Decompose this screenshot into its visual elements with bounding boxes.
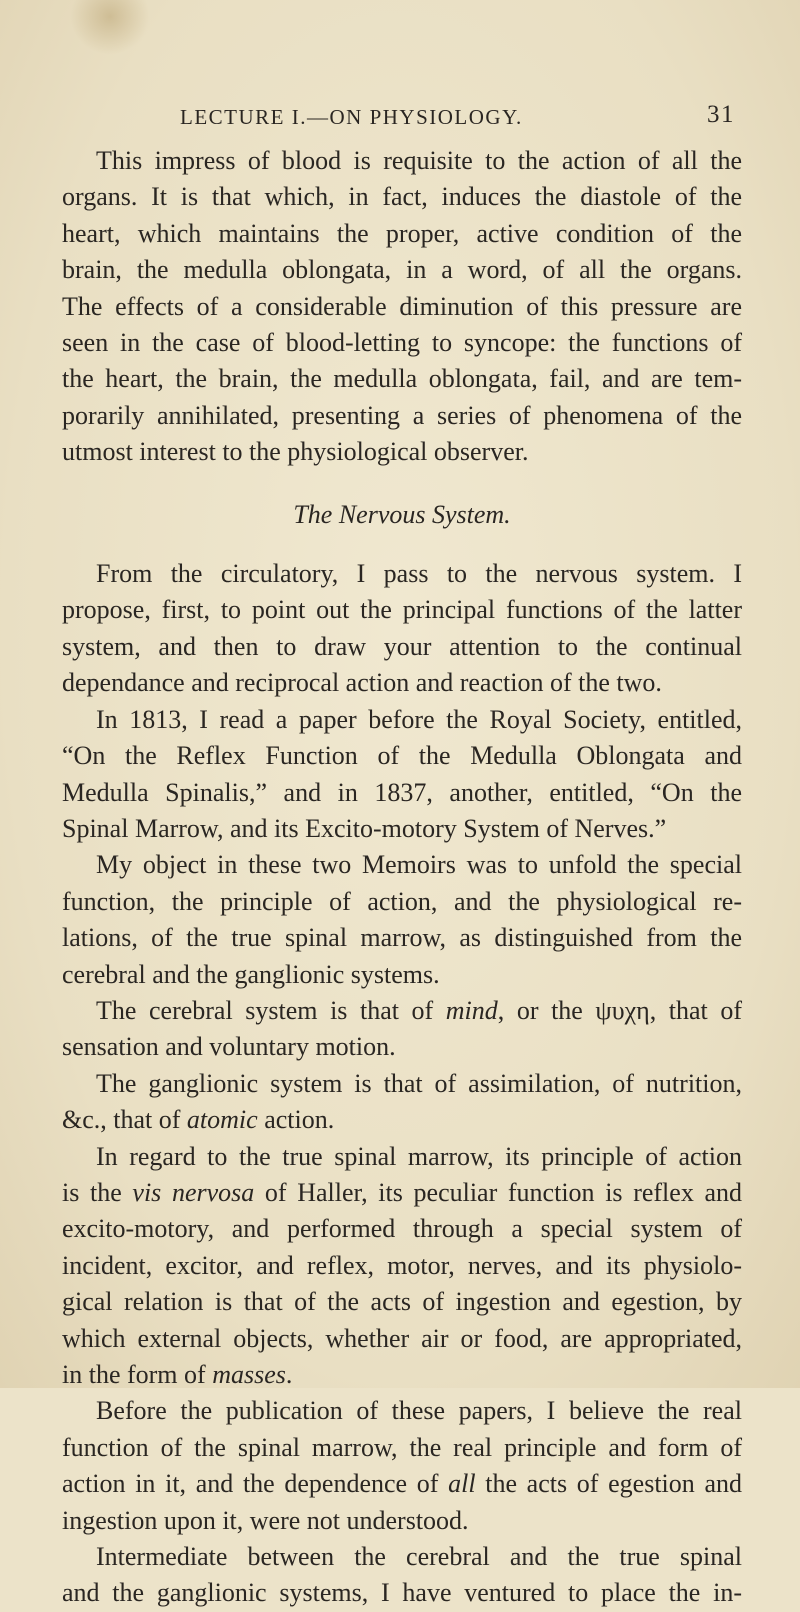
paragraph-impress-of-blood (62, 143, 742, 471)
text-line: My object in these two Memoirs was to unfold the special (96, 850, 742, 880)
text-line: utmost interest to the physiological observer. (62, 437, 529, 467)
text-line: seen in the case of blood-letting to syncope: the functions of (62, 328, 742, 358)
text-line: The effects of a considerable diminution of this pressure are (62, 291, 742, 321)
paragraph-memoirs-object (62, 847, 742, 993)
text-line: organs. It is that which, in fact, induces the diastole of the (62, 182, 742, 212)
text-line: “On the Reflex Function of the Medulla Oblongata and (62, 741, 742, 771)
paragraph-before-publication (62, 1393, 742, 1539)
paragraph-true-spinal-marrow (62, 1139, 742, 1394)
body-text (62, 143, 742, 1612)
text-line: Intermediate between the cerebral and the true spinal (96, 1542, 742, 1572)
text-line: cerebral and the ganglionic systems. (62, 959, 440, 989)
text-line: propose, first, to point out the principal functions of the latter (62, 595, 742, 625)
text-line: &c., that of atomic action. (62, 1105, 335, 1135)
text-line: system, and then to draw your attention to the continual (62, 631, 742, 661)
text-line: The ganglionic system is that of assimilation, of nutrition, (96, 1068, 742, 1098)
text-line: which external objects, whether air or food, are appropriated, (62, 1323, 742, 1353)
text-line: excito-motory, and performed through a special system of (62, 1214, 742, 1244)
text-line: Before the publication of these papers, I believe the real (96, 1396, 742, 1426)
text-line: action in it, and the dependence of all the acts of egestion and (62, 1469, 742, 1499)
running-header (180, 101, 735, 135)
text-line: In regard to the true spinal marrow, its principle of action (96, 1141, 742, 1171)
text-line: This impress of blood is requisite to the action of all the (96, 146, 742, 175)
paragraph-intermediate (62, 1539, 742, 1612)
text-line: ingestion upon it, were not understood. (62, 1505, 469, 1535)
text-line: function of the spinal marrow, the real principle and form of (62, 1432, 742, 1462)
text-line: lations, of the true spinal marrow, as distinguished from the (62, 923, 742, 953)
running-title: LECTURE I.—ON PHYSIOLOGY. (180, 105, 523, 129)
text-line: Spinal Marrow, and its Excito-motory System of Nerves.” (62, 813, 667, 843)
text-line: sensation and voluntary motion. (62, 1032, 396, 1062)
text-line: in the form of masses. (62, 1360, 293, 1389)
text-line: heart, which maintains the proper, active condition of the (62, 218, 742, 248)
text-line: function, the principle of action, and the physiological re- (62, 886, 742, 916)
text-line: In 1813, I read a paper before the Royal Society, entitled, (96, 704, 742, 734)
page-number: 31 (707, 101, 735, 128)
paragraph-royal-society (62, 702, 742, 848)
text-line: and the ganglionic systems, I have ventured to place the in- (62, 1578, 742, 1608)
text-line: dependance and reciprocal action and reaction of the two. (62, 668, 662, 698)
text-line: brain, the medulla oblongata, in a word, of all the organs. (62, 255, 742, 285)
text-line: is the vis nervosa of Haller, its peculiar function is reflex and (62, 1177, 743, 1207)
text-line: gical relation is that of the acts of ingestion and egestion, by (62, 1287, 742, 1317)
text-line: incident, excitor, and reflex, motor, nerves, and its physiolo- (62, 1250, 742, 1280)
text-line: Medulla Spinalis,” and in 1837, another, entitled, “On the (62, 777, 742, 807)
paragraph-ganglionic-system (62, 1066, 742, 1139)
paper-stain (70, 0, 150, 55)
text-line: The cerebral system is that of mind, or the ψυχη, that of (96, 995, 742, 1025)
paragraph-cerebral-system (62, 993, 742, 1066)
text-line: the heart, the brain, the medulla oblongata, fail, and are tem- (62, 364, 742, 394)
text-line: porarily annihilated, presenting a series of phenomena of the (62, 400, 742, 430)
section-heading: The Nervous System. (293, 499, 511, 529)
text-line: From the circulatory, I pass to the nervous system. I (96, 559, 742, 589)
paragraph-circulatory-to-nervous (62, 556, 742, 702)
